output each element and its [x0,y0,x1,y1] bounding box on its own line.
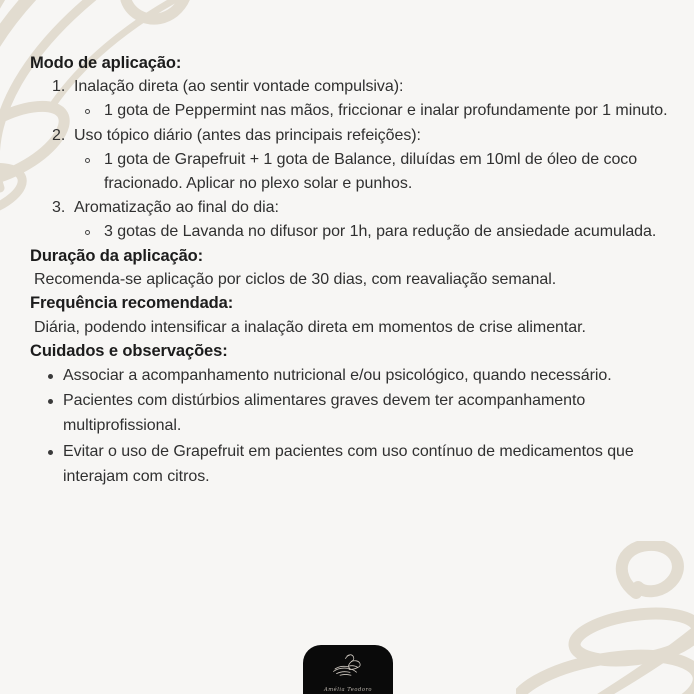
section-heading: Modo de aplicação: [30,54,182,72]
document-content [30,52,670,491]
sub-list-item: 1 gota de Peppermint nas mãos, friccionar e inalar profundamente por 1 minuto. [74,99,670,123]
sub-list [74,148,670,197]
section-heading: Cuidados e observações: [30,342,228,361]
ornament-bottom-right [516,541,694,694]
list-item: Pacientes com distúrbios alimentares graves devem ter acompanhamento multiprofissional. [30,389,670,439]
numbered-item-label: Uso tópico diário (antes das principais refeições): [74,126,421,144]
section-heading: Frequência recomendada: [30,294,234,313]
section-heading: Duração da aplicação: [30,246,204,265]
sub-list [74,99,670,123]
list-item [30,124,670,197]
section-paragraph: Recomenda-se aplicação por ciclos de 30 dias, com reavaliação semanal. [34,271,557,289]
numbered-item-label: Inalação direta (ao sentir vontade compulsiva): [74,78,404,96]
numbered-item-label: Aromatização ao final do dia: [74,199,279,217]
section-modo-aplicacao [30,52,670,245]
section-cuidados-observacoes [30,340,670,489]
hummingbird-in-hand-icon [327,652,369,685]
logo-badge [303,645,393,694]
sub-list-item: 3 gotas de Lavanda no difusor por 1h, para redução de ansiedade acumulada. [74,220,670,244]
cautions-list [30,364,670,490]
section-duracao-aplicacao [30,245,670,293]
section-paragraph: Diária, podendo intensificar a inalação direta em momentos de crise alimentar. [34,318,586,336]
list-item: Associar a acompanhamento nutricional e/ou psicológico, quando necessário. [30,364,670,389]
list-item [30,196,670,244]
logo-caption: Amélia Teodoro [323,687,373,693]
application-methods-list [30,75,670,244]
section-frequencia-recomendada [30,292,670,340]
list-item: Evitar o uso de Grapefruit em pacientes com uso contínuo de medicamentos que interajam com citros. [30,440,670,490]
list-item [30,75,670,123]
sub-list [74,220,670,244]
sub-list-item: 1 gota de Grapefruit + 1 gota de Balance, diluídas em 10ml de óleo de coco fracionado. Aplicar no plexo solar e punhos. [74,148,670,197]
